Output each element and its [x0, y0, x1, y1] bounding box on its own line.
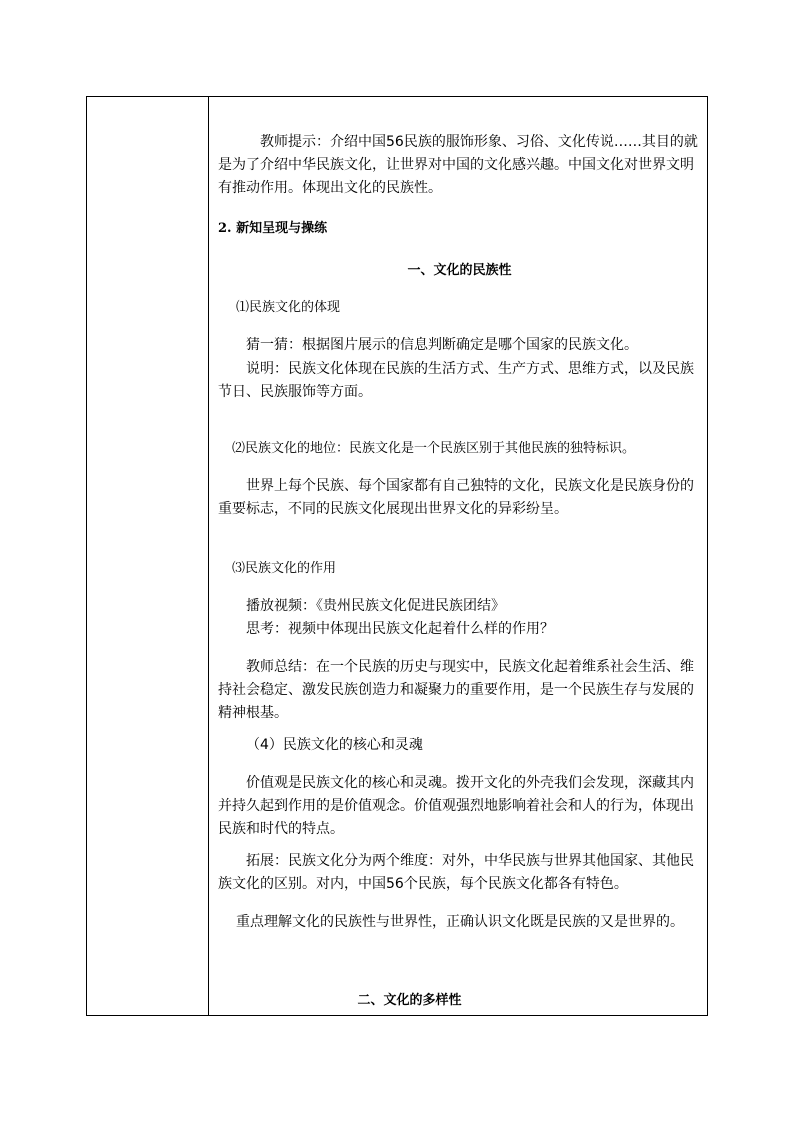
- explain-text: 说明：民族文化体现在民族的生活方式、生产方式、思维方式，以及民族节日、民族服饰等方面。: [218, 361, 694, 400]
- heading-nationality: 一、文化的民族性: [407, 263, 512, 278]
- content-cell: [218, 97, 701, 1015]
- world-text: 世界上每个民族、每个国家都有自己独特的文化，民族文化是民族身份的重要标志，不同的民族文化展现出世界文化的异彩纷呈。: [218, 478, 694, 517]
- summary-text: 教师总结：在一个民族的历史与现实中，民族文化起着维系社会生活、维持社会稳定、激发民族创造力和凝聚力的重要作用，是一个民族生存与发展的精神根基。: [218, 659, 694, 721]
- subheading-status: ⑵民族文化的地位：民族文化是一个民族区别于其他民族的独特标识。: [232, 441, 636, 456]
- extend-text: 拓展：民族文化分为两个维度：对外，中华民族与世界其他国家、其他民族文化的区别。对内，中国56个民族，每个民族文化都各有特色。: [218, 853, 694, 892]
- values-text: 价值观是民族文化的核心和灵魂。拨开文化的外壳我们会发现，深藏其内并持久起到作用的是价值观念。价值观强烈地影响着社会和人的行为，体现出民族和时代的特点。: [218, 775, 694, 837]
- video-text: 播放视频：《贵州民族文化促进民族团结》: [246, 598, 505, 614]
- subheading-manifestation: ⑴民族文化的体现: [236, 300, 341, 315]
- teacher-hint: 教师提示：介绍中国56民族的服饰形象、习俗、文化传说……其目的就是为了介绍中华民族文化，让世界对中国的文化感兴趣。中国文化对世界文明有推动作用。体现出文化的民族性。: [218, 134, 698, 196]
- heading-diversity: 二、文化的多样性: [357, 993, 462, 1008]
- think-text: 思考：视频中体现出民族文化起着什么样的作用？: [246, 621, 554, 637]
- lesson-table: [86, 96, 708, 1016]
- guess-text: 猜一猜：根据图片展示的信息判断确定是哪个国家的民族文化。: [246, 337, 638, 353]
- subheading-function: ⑶民族文化的作用: [232, 561, 337, 576]
- column-divider: [208, 97, 209, 1015]
- subheading-core: （4）民族文化的核心和灵魂: [246, 737, 423, 753]
- key-point-text: 重点理解文化的民族性与世界性，正确认识文化既是民族的又是世界的。: [236, 914, 684, 930]
- section-title: 2. 新知呈现与操练: [218, 221, 328, 236]
